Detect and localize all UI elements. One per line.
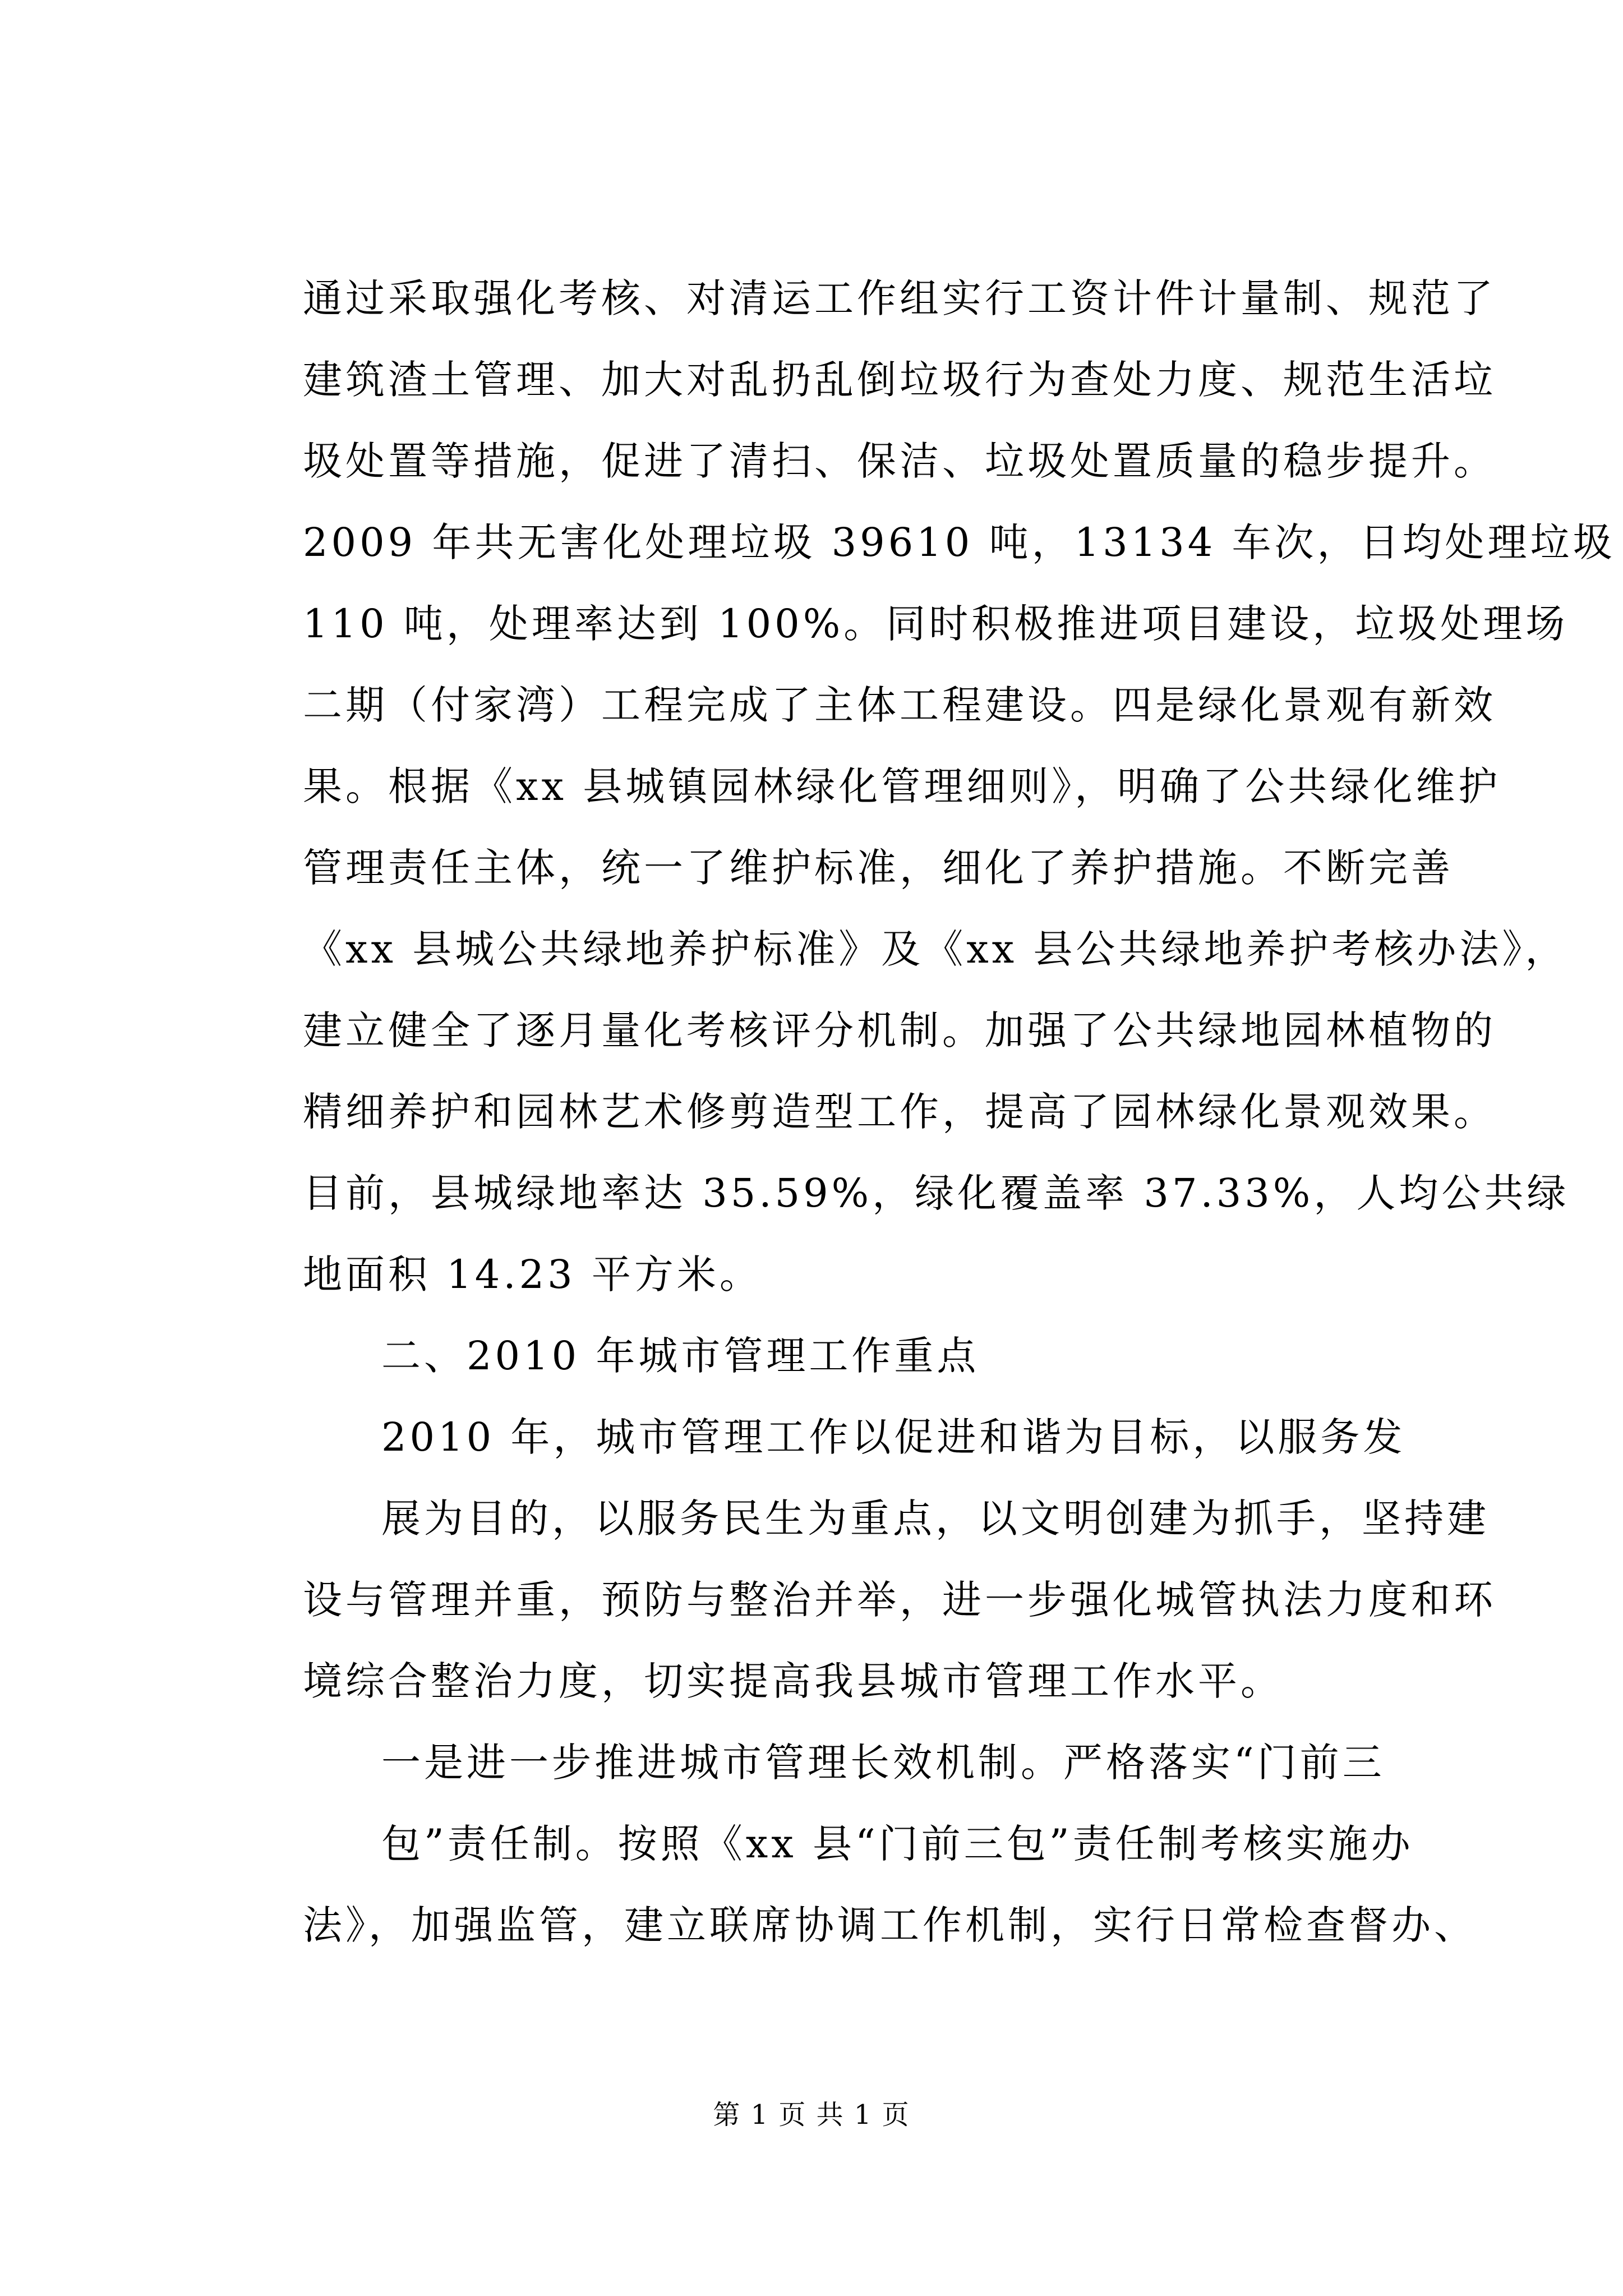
- text-line: 地面积 14.23 平方米。: [303, 1251, 762, 1297]
- text-line: 《xx 县城公共绿地养护标准》及《xx 县公共绿地养护考核办法》，: [303, 926, 1568, 972]
- text-line: 展为目的，以服务民生为重点，以文明创建为抓手，坚持建: [381, 1496, 1490, 1542]
- text-line: 二期（付家湾）工程完成了主体工程建设。四是绿化景观有新效: [303, 682, 1496, 728]
- text-line: 110 吨，处理率达到 100%。同时积极推进项目建设，垃圾处理场: [303, 601, 1569, 647]
- text-line: 精细养护和园林艺术修剪造型工作，提高了园林绿化景观效果。: [303, 1089, 1496, 1135]
- page-footer: 第 1 页 共 1 页: [713, 2099, 910, 2131]
- section-heading: 二、2010 年城市管理工作重点: [381, 1333, 980, 1379]
- text-line: 建筑渣土管理、加大对乱扔乱倒垃圾行为查处力度、规范生活垃: [303, 357, 1496, 403]
- text-line: 圾处置等措施，促进了清扫、保洁、垃圾处置质量的稳步提升。: [303, 438, 1496, 484]
- document-body: [303, 258, 1616, 1966]
- text-line: 2009 年共无害化处理垃圾 39610 吨，13134 车次，日均处理垃圾: [303, 519, 1616, 565]
- text-line: 境综合整治力度，切实提高我县城市管理工作水平。: [303, 1658, 1283, 1704]
- text-line: 通过采取强化考核、对清运工作组实行工资计件计量制、规范了: [303, 275, 1496, 321]
- text-line: 包”责任制。按照《xx 县“门前三包”责任制考核实施办: [381, 1821, 1414, 1867]
- text-line: 2010 年，城市管理工作以促进和谐为目标，以服务发: [381, 1414, 1406, 1460]
- text-line: 目前，县城绿地率达 35.59%，绿化覆盖率 37.33%，人均公共绿: [303, 1170, 1570, 1216]
- text-line: 果。根据《xx 县城镇园林绿化管理细则》，明确了公共绿化维护: [303, 763, 1501, 809]
- text-line: 一是进一步推进城市管理长效机制。严格落实“门前三: [381, 1740, 1385, 1786]
- text-line: 设与管理并重，预防与整治并举，进一步强化城管执法力度和环: [303, 1577, 1496, 1623]
- text-line: 管理责任主体，统一了维护标准，细化了养护措施。不断完善: [303, 845, 1454, 891]
- text-line: 建立健全了逐月量化考核评分机制。加强了公共绿地园林植物的: [303, 1007, 1496, 1053]
- text-line: 法》，加强监管，建立联席协调工作机制，实行日常检查督办、: [303, 1902, 1477, 1948]
